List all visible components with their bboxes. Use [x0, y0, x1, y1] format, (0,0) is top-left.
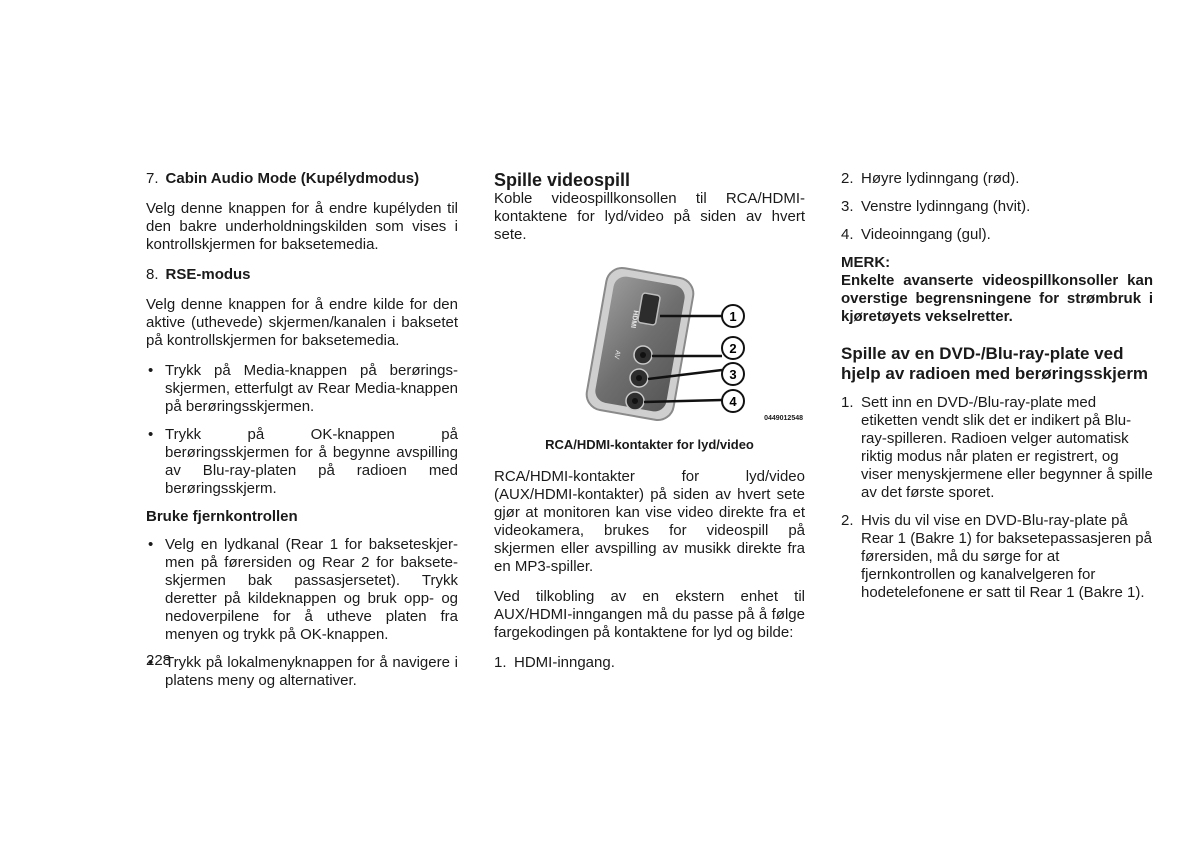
av-port-label: AV [612, 349, 621, 360]
list-item [841, 170, 1153, 188]
item-7-text: Velg denne knappen for å endre kupélyden til den bakre underholdningskilden som vises i kontrollskjermen for baksetemedia. [146, 200, 458, 253]
rca-jack-red [634, 346, 652, 364]
videospill-para-1: RCA/HDMI-kontakter for lyd/video (AUX/HDMI-kontakter) på siden av hvert sete gjør at monitoren kan vise video direkte fra et videokamera, brukes for videospill på skjermen eller avspilling av musikk direkte fra en MP3-spiller. [494, 468, 805, 575]
callout-1 [722, 305, 744, 327]
rca-hdmi-illustration [494, 260, 805, 430]
bullet-item: • Velg en lydkanal (Rear 1 for bakseteskjermen på førersiden og Rear 2 for bakseteskjermen bak passasjersetet). Trykk deretter på kildeknappen og bruk opp- og nedoverpilene for å utheve platen fra menyen og trykk på OK-knappen. [146, 536, 458, 644]
list-item-number: 2. [841, 170, 854, 187]
note-text: Enkelte avanserte videospillkonsoller kan overstige begrensningene for strømbruk i kjøretøyets vekselretter. [841, 272, 1153, 325]
note-label: MERK: [841, 254, 891, 271]
bullet-list-rse [146, 362, 458, 498]
input-list-continued [841, 170, 1153, 244]
list-item-number: 1. [494, 654, 507, 671]
list-item-number: 4. [841, 226, 854, 243]
callout-2 [722, 337, 744, 359]
column-left [146, 170, 458, 700]
item-8-number: 8. [146, 266, 159, 283]
dvd-steps [841, 394, 1153, 602]
rca-hdmi-figure [494, 260, 805, 430]
list-item [494, 654, 805, 672]
item-7-title: Cabin Audio Mode (Kupélydmodus) [165, 170, 420, 187]
item-8-text: Velg denne knappen for å endre kilde for den aktive (uthevede) skjermen/kanalen i baksetet på kontrollskjermen for baksetemedia. [146, 296, 458, 349]
callout-4 [722, 390, 744, 412]
column-middle [494, 170, 805, 682]
bullet-item: • Trykk på lokalmenyknappen for å navigere i platens meny og alternativer. [146, 654, 458, 690]
figure-id: 0449012548 [764, 415, 803, 422]
rca-jack-white [630, 369, 648, 387]
list-item-text: HDMI-inngang. [514, 654, 615, 671]
bullet-item: • Trykk på OK-knappen på berøringsskjermen for å begynne avspilling av Blu-ray-platen på radioen med berøringsskjerm. [146, 426, 458, 498]
rca-jack-yellow [626, 392, 644, 410]
item-7-number: 7. [146, 170, 159, 187]
item-8-heading [146, 266, 458, 284]
callout-3 [722, 363, 744, 385]
column-right [841, 170, 1153, 612]
item-7-heading [146, 170, 458, 188]
list-item-text: Hvis du vil vise en DVD-Blu-ray-plate på Rear 1 (Bakre 1) for baksetepassasjeren på førersiden, må du sørge for at fjernkontrollen og kanalvelgeren for hodetelefonene er satt til Rear 1 (Bakre 1). [861, 512, 1152, 601]
remote-heading: Bruke fjernkontrollen [146, 508, 298, 525]
videospill-intro: Koble videospillkonsollen til RCA/HDMI-kontaktene for lyd/video på siden av hvert sete. [494, 190, 805, 243]
svg-text:2: 2 [729, 341, 737, 356]
list-item-text: Høyre lydinngang (rød). [861, 170, 1020, 187]
hdmi-port-label: HDMI [628, 309, 639, 329]
list-item [841, 226, 1153, 244]
list-item [841, 512, 1153, 602]
list-item-number: 2. [841, 512, 854, 529]
list-item-text: Sett inn en DVD-/Blu-ray-plate med etiketten vendt slik det er indikert på Blu-ray-spilleren. Radioen velger automatisk riktig modus når platen er registrert, og viser menyskjermene eller begynner å spille av det første sporet. [861, 394, 1153, 501]
list-item [841, 394, 1153, 502]
input-list-start [494, 654, 805, 672]
section-heading-dvd: Spille av en DVD-/Blu-ray-plate ved hjelp av radioen med berøringsskjerm [841, 344, 1149, 383]
list-item-text: Videoinngang (gul). [861, 226, 991, 243]
videospill-para-2: Ved tilkobling av en ekstern enhet til AUX/HDMI-inngangen må du passe på å følge fargekodingen på kontaktene for lyd og bilde: [494, 588, 805, 641]
bullet-list-remote [146, 536, 458, 690]
list-item-number: 1. [841, 394, 854, 411]
list-item [841, 198, 1153, 216]
page-number: 228 [146, 652, 172, 669]
figure-caption: RCA/HDMI-kontakter for lyd/video [545, 437, 754, 452]
svg-text:4: 4 [729, 394, 737, 409]
svg-text:3: 3 [729, 367, 737, 382]
svg-text:1: 1 [729, 309, 737, 324]
list-item-number: 3. [841, 198, 854, 215]
section-heading-videospill: Spille videospill [494, 170, 631, 190]
list-item-text: Venstre lydinngang (hvit). [861, 198, 1031, 215]
bullet-item: • Trykk på Media-knappen på berørings-skjermen, etterfulgt av Rear Media-knappen på berøringsskjermen. [146, 362, 458, 416]
item-8-title: RSE-modus [165, 266, 251, 283]
